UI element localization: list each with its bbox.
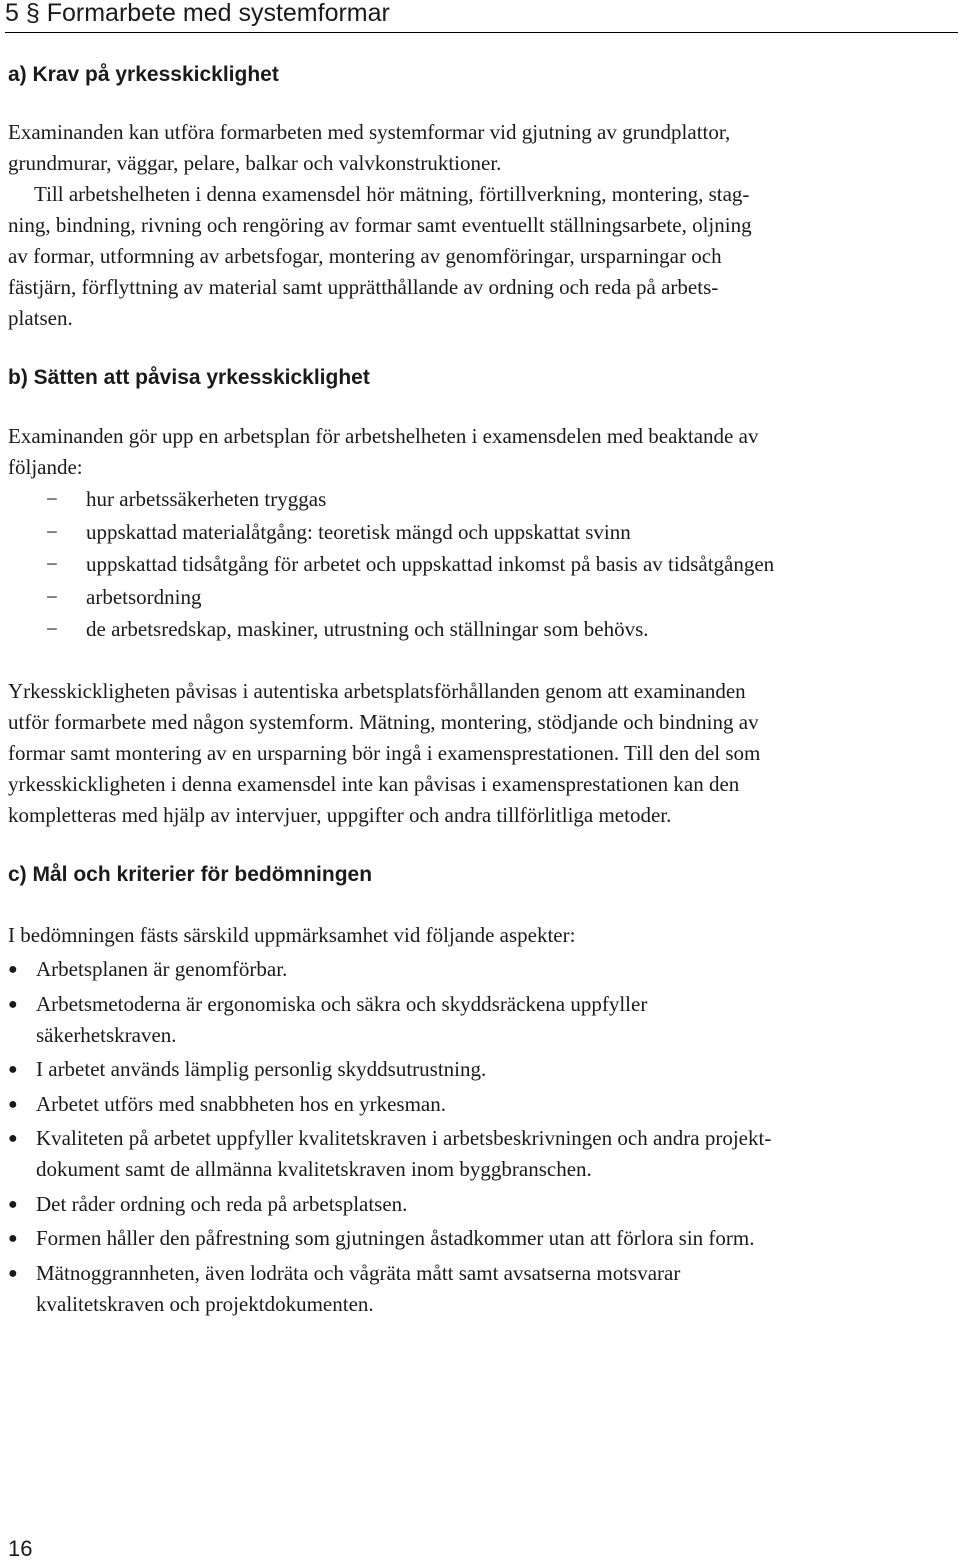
text-line: fästjärn, förflyttning av material samt upprätthållande av ordning och reda på arbets- — [8, 275, 719, 299]
text-line: Examinanden gör upp en arbetsplan för arbetshelheten i examensdelen med beaktande av — [8, 424, 759, 448]
list-item-text: uppskattad materialåtgång: teoretisk mängd och uppskattat svinn — [86, 519, 631, 544]
text-line: kompletteras med hjälp av intervjuer, uppgifter och andra tillförlitliga metoder. — [8, 803, 672, 827]
list-item-text: Det råder ordning och reda på arbetsplatsen. — [36, 1191, 408, 1216]
dash-marker: − — [46, 519, 58, 544]
list-item — [46, 614, 774, 647]
bullet-marker: ● — [8, 1130, 18, 1147]
bullet-marker: ● — [8, 1230, 18, 1247]
list-item — [8, 989, 954, 1051]
list-item-text: kvalitetskraven och projektdokumenten. — [36, 1291, 374, 1316]
text-line: följande: — [8, 455, 83, 479]
text-line: utför formarbete med någon systemform. Mätning, montering, stödjande och bindning av — [8, 710, 759, 734]
page-number: 16 — [8, 1536, 33, 1561]
list-item — [8, 1189, 954, 1220]
text-line: av formar, utformning av arbetsfogar, montering av genomföringar, ursparningar och — [8, 244, 722, 268]
list-item — [8, 1123, 954, 1185]
heading-section-a: a) Krav på yrkesskicklighet — [8, 63, 279, 86]
bullet-marker: ● — [8, 1061, 18, 1078]
heading-section-c: c) Mål och kriterier för bedömningen — [8, 863, 373, 886]
chapter-number: 5 — [5, 0, 19, 27]
list-item-text: Arbetsplanen är genomförbar. — [36, 957, 288, 981]
list-item-text: säkerhetskraven. — [36, 1022, 177, 1047]
dash-marker: − — [46, 552, 58, 576]
dash-marker: − — [46, 584, 58, 609]
list-item — [8, 1089, 954, 1120]
text-line: Examinanden kan utföra formarbeten med systemformar vid gjutning av grundplattor, — [8, 120, 731, 144]
bullet-marker: ● — [8, 961, 18, 978]
list-item — [46, 484, 774, 517]
text-line: formar samt montering av en ursparning bör ingå i examensprestationen. Till den del som — [8, 741, 761, 765]
list-item-text: de arbetsredskap, maskiner, utrustning och ställningar som behövs. — [86, 617, 649, 641]
list-item-text: hur arbetssäkerheten tryggas — [86, 487, 327, 511]
text-line: grundmurar, väggar, pelare, balkar och valvkonstruktioner. — [8, 151, 502, 175]
chapter-title: Formarbete med systemformar — [46, 0, 390, 27]
assessment-criteria-list — [8, 954, 954, 1323]
text-line: Yrkesskickligheten påvisas i autentiska arbetsplatsförhållanden genom att examinanden — [8, 679, 746, 703]
dash-marker: − — [46, 617, 58, 641]
list-item-text: Kvaliteten på arbetet uppfyller kvalitetskraven i arbetsbeskrivningen och andra projekt- — [36, 1126, 772, 1150]
bullet-marker: ● — [8, 1264, 18, 1282]
list-item-text: I arbetet används lämplig personlig skyddsutrustning. — [36, 1057, 487, 1081]
dash-marker: − — [46, 487, 58, 511]
list-item — [8, 1054, 954, 1085]
section-c-intro — [8, 920, 954, 951]
text-line: yrkesskickligheten i denna examensdel inte kan påvisas i examensprestationen kan den — [8, 772, 740, 796]
text-line: I bedömningen fästs särskild uppmärksamhet vid följande aspekter: — [8, 923, 576, 947]
list-item-text: dokument samt de allmänna kvalitetskraven inom byggbranschen. — [36, 1157, 592, 1181]
text-line: platsen. — [8, 306, 73, 330]
list-item — [46, 549, 774, 582]
list-item — [46, 582, 774, 615]
bullet-marker: ● — [8, 1095, 18, 1113]
list-item-text: Arbetsmetoderna är ergonomiska och säkra och skyddsräckena uppfyller — [36, 991, 648, 1016]
bullet-marker: ● — [8, 995, 18, 1013]
list-item-text: Formen håller den påfrestning som gjutningen åstadkommer utan att förlora sin form. — [36, 1226, 755, 1250]
list-item — [46, 517, 774, 550]
section-b-paragraph — [8, 676, 954, 831]
list-item-text: arbetsordning — [86, 584, 202, 609]
bullet-marker: ● — [8, 1195, 18, 1213]
list-item-text: Mätnoggrannheten, även lodräta och vågräta mått samt avsatserna motsvarar — [36, 1260, 681, 1285]
list-item — [8, 1223, 954, 1254]
heading-section-b: b) Sätten att påvisa yrkesskicklighet — [8, 366, 370, 389]
list-item-text: Arbetet utförs med snabbheten hos en yrkesman. — [36, 1091, 446, 1116]
text-line: Till arbetshelheten i denna examensdel hör mätning, förtillverkning, montering, stag- — [34, 182, 750, 206]
text-line: ning, bindning, rivning och rengöring av formar samt eventuellt ställningsarbete, oljning — [8, 213, 752, 237]
section-a-paragraph-2 — [8, 179, 954, 334]
section-symbol: § — [25, 0, 40, 27]
requirements-list — [46, 484, 774, 647]
list-item — [8, 954, 954, 985]
section-b-intro — [8, 421, 954, 483]
section-a-paragraph-1 — [8, 117, 954, 179]
chapter-header — [5, 0, 958, 33]
list-item — [8, 1258, 954, 1320]
list-item-text: uppskattad tidsåtgång för arbetet och uppskattad inkomst på basis av tidsåtgången — [86, 552, 775, 576]
